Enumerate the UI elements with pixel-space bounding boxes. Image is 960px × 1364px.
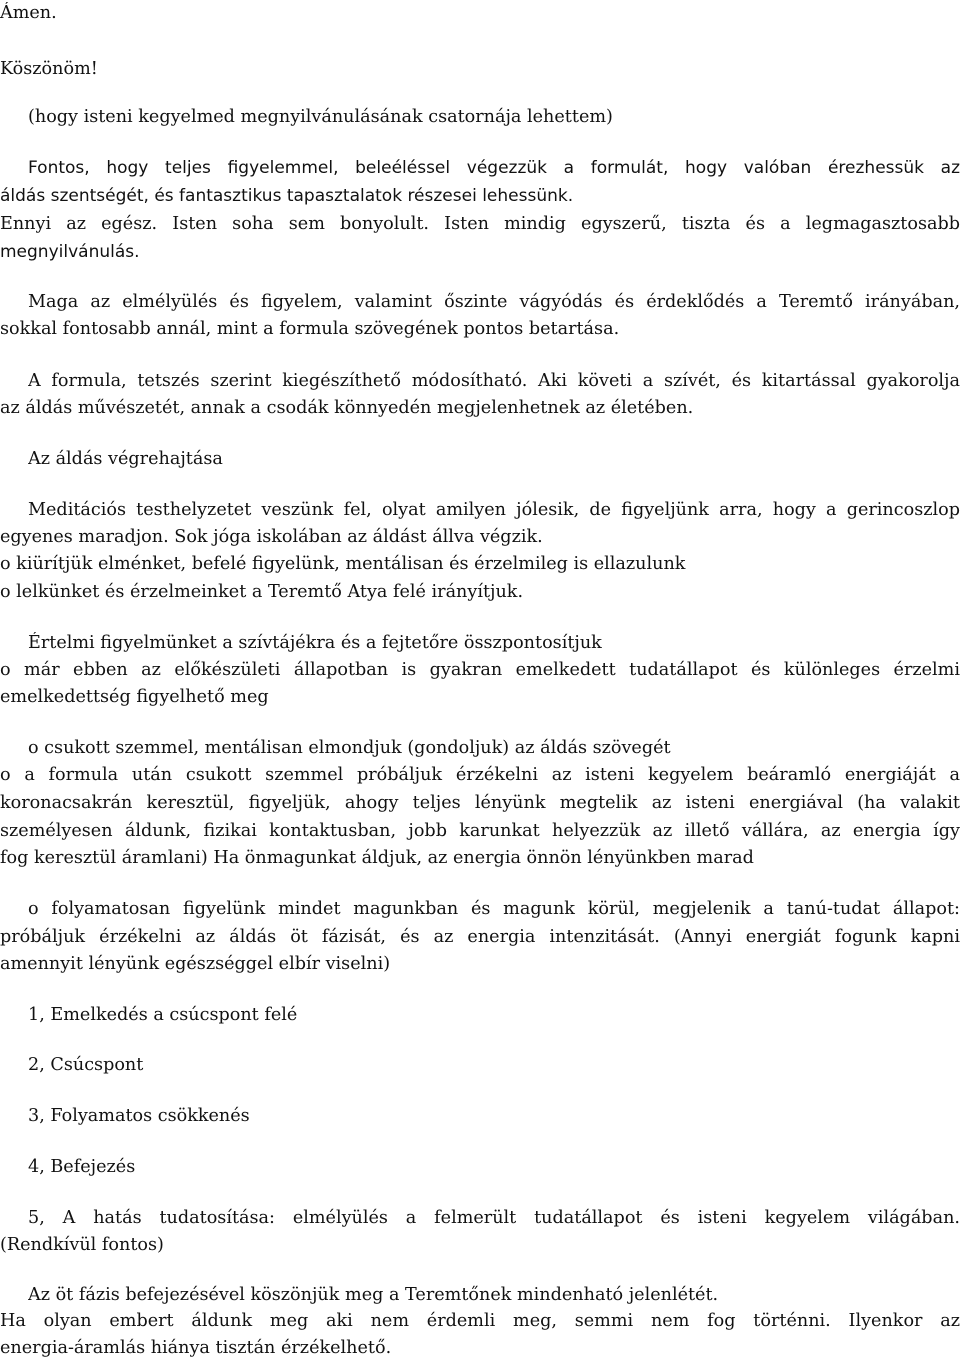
text-line-gratitude: Az öt fázis befejezésével köszönjük meg a Teremtőnek mindenható jelenlétét. [28, 1285, 719, 1305]
text-line-amen: Ámen. [0, 3, 57, 23]
text-line-unworthy-1: Ha olyan embert áldunk meg aki nem érdemli meg, semmi nem fog történni. Ilyenkor az [0, 1311, 960, 1331]
list-item-note: (Rendkívül fontos) [0, 1235, 164, 1255]
text-line-recite: o csukott szemmel, mentálisan elmondjuk (gondoljuk) az áldás szövegét [28, 738, 671, 758]
text-line-energy-1: o a formula után csukott szemmel próbáljuk érzékelni az isteni kegyelem beáramló energiáját a [0, 765, 960, 785]
text-line-important-1: Fontos, hogy teljes figyelemmel, beleéléssel végezzük a formulát, hogy valóban érezhessük az [28, 158, 960, 178]
text-line-simple-1: Ennyi az egész. Isten soha sem bonyolult. Isten mindig egyszerű, tiszta és a legmagasztosabb [0, 214, 960, 234]
text-line-unworthy-2: energia-áramlás hiánya tisztán érzékelhető. [0, 1338, 392, 1358]
text-line-witness-1: o folyamatosan figyelünk mindet magunkban és magunk körül, megjelenik a tanú-tudat állapot: [28, 899, 960, 919]
text-line-energy-3: személyesen áldunk, fizikai kontaktusban, jobb karunkat helyezzük az illető vállára, az energia így [0, 821, 960, 841]
text-line-thanks: Köszönöm! [0, 59, 98, 79]
text-line-energy-2: koronacsakrán keresztül, figyeljük, ahogy teljes lényünk megtelik az isteni energiával (ha valakit [0, 793, 960, 813]
text-line-empty-mind: o kiürítjük elménket, befelé figyelünk, mentálisan és érzelmileg is ellazulunk [0, 554, 686, 574]
text-line-formula-2: az áldás művészetét, annak a csodák könnyedén megjelenhetnek az életében. [0, 398, 694, 418]
text-line-witness-3: amennyit lényünk egészséggel elbír viselni) [0, 954, 391, 974]
text-line-focus-1: Maga az elmélyülés és figyelem, valamint őszinte vágyódás és érdeklődés a Teremtő irányában, [28, 292, 960, 312]
text-line-simple-2: megnyilvánulás. [0, 242, 140, 262]
text-line-prep-2: emelkedettség figyelhető meg [0, 687, 269, 707]
list-item: 3, Folyamatos csökkenés [28, 1106, 250, 1126]
text-line-important-2: áldás szentségét, és fantasztikus tapasztalatok részesei lehessünk. [0, 186, 574, 206]
section-heading: Az áldás végrehajtása [28, 449, 223, 469]
list-item: 1, Emelkedés a csúcspont felé [28, 1005, 298, 1025]
text-line-posture-2: egyenes maradjon. Sok jóga iskolában az áldást állva végzik. [0, 527, 543, 547]
list-item: 5, A hatás tudatosítása: elmélyülés a felmerült tudatállapot és isteni kegyelem világában. [28, 1208, 960, 1228]
text-line-posture-1: Meditációs testhelyzetet veszünk fel, olyat amilyen jólesik, de figyeljünk arra, hogy a gerincoszlop [28, 500, 960, 520]
text-line-channel: (hogy isteni kegyelmed megnyilvánulásának csatornája lehettem) [28, 107, 613, 127]
text-line-soul: o lelkünket és érzelmeinket a Teremtő Atya felé irányítjuk. [0, 582, 524, 602]
text-line-witness-2: próbáljuk érzékelni az áldás öt fázisát, és az energia intenzitását. (Annyi energiát fogunk kapni [0, 927, 960, 947]
text-line-focus-2: sokkal fontosabb annál, mint a formula szövegének pontos betartása. [0, 319, 620, 339]
list-item: 2, Csúcspont [28, 1055, 144, 1075]
text-line-formula-1: A formula, tetszés szerint kiegészíthető módosítható. Aki követi a szívét, és kitartással gyakorolja [28, 371, 960, 391]
text-line-attention: Értelmi figyelmünket a szívtájékra és a fejtetőre összpontosítjuk [28, 633, 602, 653]
text-line-energy-4: fog keresztül áramlani) Ha önmagunkat áldjuk, az energia önnön lényünkben marad [0, 848, 754, 868]
list-item: 4, Befejezés [28, 1157, 136, 1177]
text-line-prep-1: o már ebben az előkészületi állapotban is gyakran emelkedett tudatállapot és különleges érzelmi [0, 660, 960, 680]
